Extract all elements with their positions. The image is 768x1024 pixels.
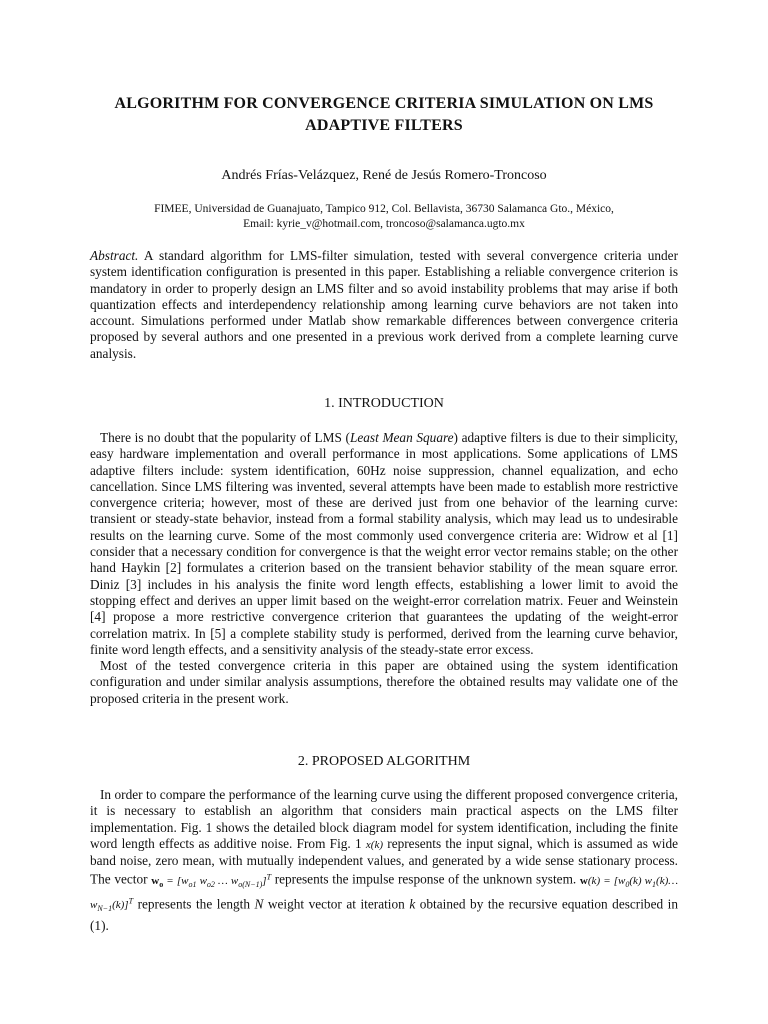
input-signal-symbol: x(k) (365, 838, 384, 851)
affiliation-address: FIMEE, Universidad de Guanajuato, Tampico 912, Col. Bellavista, 36730 Salamanca Gto., México, (154, 203, 614, 215)
section-heading-proposed-algorithm: 2. PROPOSED ALGORITHM (297, 754, 471, 769)
algorithm-paragraph-1: In order to compare the performance of the learning curve using the different proposed convergence criteria, it is necessary to establish an algorithm that considers main practical aspects on the LMS filter implementation. Fig. 1 shows the detailed block diagram model for system identification, including the finite word length effects as additive noise. From Fig. 1 x(k) represents the input signal, which is assumed as wide band noise, zero mean, with mutually independent values, and generated by a wide sense stationary process. The vector $w_o = [w_{o1}$ $w_{o2}$ … $w_{o(N-1)}]^T$ represents the impulse response of the unknown system. $w(k) = [w_0(k)$ $w_1(k)\dots w_{N-1}(k)]^T$ represents the length N weight vector at iteration k obtained by the recursive equation described in (1). (90, 787, 679, 933)
impulse-response-equation: $w_o = [w_{o1}$ $w_{o2}$ … $w_{o(N-1)}]^T$ (151, 872, 272, 890)
abstract-label: Abstract. (90, 248, 139, 263)
introduction-paragraph-2: Most of the tested convergence criteria in this paper are obtained using the system identification configuration and under similar analysis assumptions, therefore the obtained results may validate one of the proposed criteria in the present work. (90, 658, 678, 706)
paper-title (60, 93, 708, 137)
weight-vector-equation: $w(k) = [w_0(k)$ $w_1(k)\dots w_{N-1}(k)]^T$ (90, 875, 679, 914)
affiliation (60, 202, 708, 232)
abstract (90, 248, 678, 362)
title-line-2: ADAPTIVE FILTERS (305, 117, 463, 134)
introduction-body (90, 430, 678, 707)
author-list: Andrés Frías-Velázquez, René de Jesús Romero-Troncoso (221, 168, 547, 183)
section-heading-introduction: 1. INTRODUCTION (324, 396, 444, 411)
introduction-paragraph-1: There is no doubt that the popularity of LMS (Least Mean Square) adaptive filters is due to their simplicity, easy hardware implementation and overall performance in most applications. Some applications of LMS adaptive filters include: system identification, 60Hz noise suppression, channel equalization, and echo cancellation. Since LMS filtering was invented, several attempts have been made to establish more restrictive convergence criteria; however, most of these are derived just from one behavior of the learning curve: transient or steady-state behavior, instead from a formal stability analysis, which may lead us to undesirable results on the learning curve. Some of the most commonly used convergence criteria are: Widrow et al [1] consider that a necessary condition for convergence is that the weight error vector remains stable; on the other hand Haykin [2] formulates a criterion based on the transient behavior stability of the mean square error. Diniz [3] includes in his analysis the finite word length effects, establishing a lower limit to avoid the stopping effect and derives an upper limit based on the weight-error correlation matrix. Feuer and Weinstein [4] propose a more restrictive convergence criterion that guarantees the updating of the weight-error correlation matrix. In [5] a complete stability study is performed, derived from the learning curve behavior, finite word length effects, and a sensitivity analysis of the steady-state error excess. (90, 430, 678, 657)
abstract-text: A standard algorithm for LMS-filter simulation, tested with several convergence criteria under system identification configuration is presented in this paper. Establishing a reliable convergence criterion is mandatory in order to properly design an LMS filter and so avoid instability problems that may arise if both quantization effects and interdependency relationship among learning curve behaviors are not taken into account. Simulations performed under Matlab show remarkable differences between convergence criteria proposed by several authors and one presented in a previous work derived from a complete learning curve analysis. (90, 248, 678, 361)
algorithm-body (90, 787, 678, 934)
title-line-1: ALGORITHM FOR CONVERGENCE CRITERIA SIMULATION ON LMS (114, 95, 654, 112)
affiliation-email: Email: kyrie_v@hotmail.com, troncoso@salamanca.ugto.mx (243, 218, 525, 230)
